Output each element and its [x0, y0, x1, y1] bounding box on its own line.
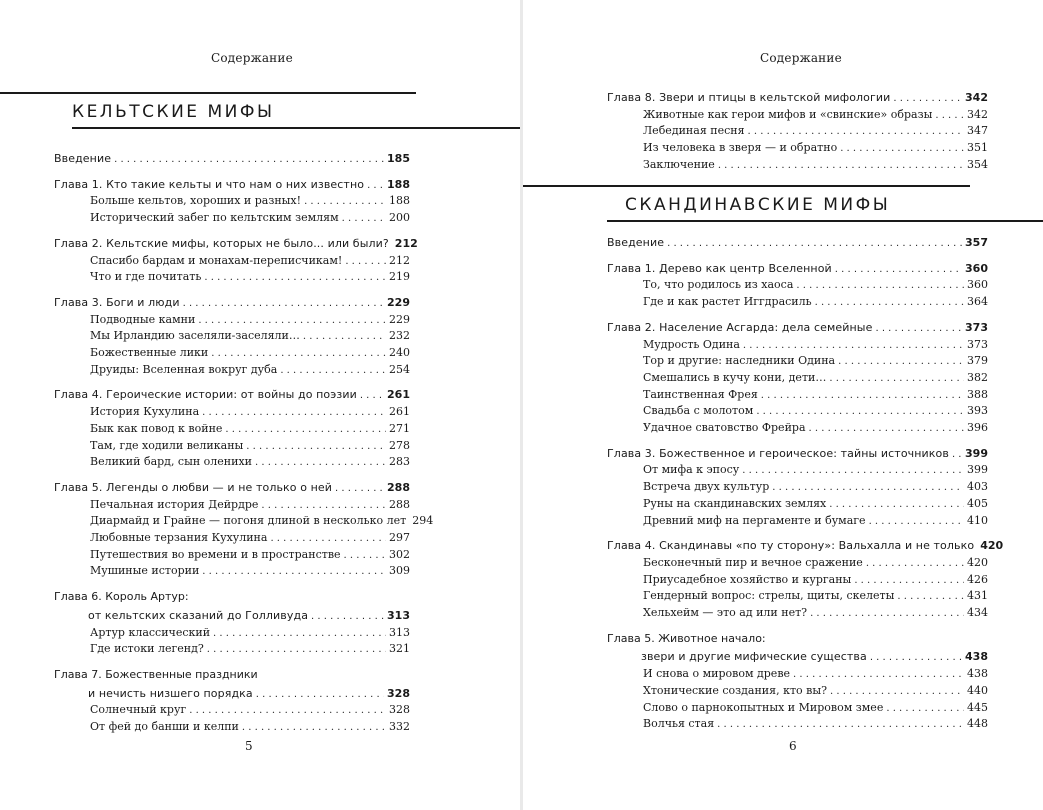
toc-chapter-group	[54, 667, 410, 736]
toc-entry-title: Слово о парнокопытных и Мировом змее	[643, 700, 884, 714]
toc-chapter-group	[607, 235, 988, 252]
toc-page-number: 399	[967, 463, 988, 477]
toc-entry-title: Глава 4. Героические истории: от войны до поэзии	[54, 388, 357, 402]
dot-leader	[270, 531, 386, 547]
toc-entry[interactable]	[54, 269, 410, 286]
dot-leader	[225, 422, 386, 438]
toc-entry-title: Печальная история Дейрдре	[90, 497, 259, 511]
toc-entry-title: Спасибо бардам и монахам-переписчикам!	[90, 253, 343, 267]
toc-entry[interactable]	[54, 362, 410, 379]
toc-entry-title: Где истоки легенд?	[90, 642, 204, 656]
toc-entry[interactable]	[607, 403, 988, 420]
dot-leader	[311, 609, 384, 625]
dot-leader	[829, 371, 964, 387]
toc-entry-title: Глава 6. Король Артур:	[54, 590, 189, 604]
dot-leader	[335, 481, 384, 497]
toc-page-number: 420	[967, 555, 988, 569]
toc-entry[interactable]	[607, 294, 988, 311]
toc-entry[interactable]	[607, 496, 988, 513]
toc-entry[interactable]	[607, 157, 988, 174]
toc-chapter-group	[54, 589, 410, 658]
toc-entry-title: От фей до банши и келпи	[90, 720, 239, 734]
toc-entry-title: Приусадебное хозяйство и курганы	[643, 572, 852, 586]
toc-page-number: 302	[389, 547, 410, 561]
toc-page-number: 261	[389, 405, 410, 419]
toc-chapter-group	[607, 320, 988, 437]
toc-page-number: 328	[389, 703, 410, 717]
dot-leader	[304, 194, 386, 210]
toc-page-number: 188	[389, 194, 410, 208]
toc-entry-title: Свадьба с молотом	[643, 404, 754, 418]
toc-entry-title: Из человека в зверя — и обратно	[643, 141, 838, 155]
dot-leader	[875, 321, 962, 337]
toc-entry[interactable]	[607, 572, 988, 589]
toc-page-number: 283	[389, 455, 410, 469]
toc-entry-title: Глава 3. Боги и люди	[54, 295, 180, 309]
section-rule	[72, 127, 520, 129]
toc-entry[interactable]	[54, 719, 410, 736]
dot-leader	[189, 703, 386, 719]
toc-page-number: 388	[967, 387, 988, 401]
toc-page-number: 396	[967, 421, 988, 435]
toc-page-number: 188	[387, 177, 410, 191]
toc-entry[interactable]	[54, 193, 410, 210]
toc-entry-title: Божественные лики	[90, 346, 209, 360]
toc-entry[interactable]	[607, 140, 988, 157]
toc-entry[interactable]	[607, 107, 988, 124]
dot-leader	[838, 354, 964, 370]
toc-entry[interactable]	[54, 312, 410, 329]
toc-entry[interactable]	[54, 547, 410, 564]
dot-leader	[742, 463, 964, 479]
toc-entry-title: Гендерный вопрос: стрелы, щиты, скелеты	[643, 589, 895, 603]
toc-chapter-entry[interactable]	[607, 631, 988, 647]
toc-chapter-group	[54, 480, 434, 580]
toc-chapter-group	[607, 631, 988, 733]
toc-entry[interactable]	[54, 328, 410, 345]
dot-leader	[717, 717, 964, 733]
toc-entry[interactable]	[607, 462, 988, 479]
dot-leader	[345, 254, 386, 270]
toc-entry-title: от кельтских сказаний до Голливуда	[88, 608, 309, 622]
dot-leader	[793, 667, 964, 683]
toc-entry[interactable]	[54, 497, 410, 514]
toc-entry-title: Древний миф на пергаменте и бумаге	[643, 513, 866, 527]
toc-page-number: 426	[967, 572, 988, 586]
toc-entry-title: Введение	[607, 236, 665, 249]
toc-page-number: 360	[967, 278, 988, 292]
section-title: СКАНДИНАВСКИЕ МИФЫ	[625, 195, 891, 215]
dot-leader	[246, 439, 386, 455]
dot-leader	[261, 498, 386, 514]
table-of-contents	[54, 151, 434, 745]
page-number: 6	[789, 739, 797, 753]
left-page	[0, 0, 520, 810]
toc-entry[interactable]	[607, 555, 988, 572]
dot-leader	[280, 363, 386, 379]
dot-leader	[211, 346, 386, 362]
toc-chapter-entry[interactable]	[54, 480, 410, 497]
dot-leader	[869, 514, 964, 530]
dot-leader	[886, 701, 964, 717]
section-title: КЕЛЬТСКИЕ МИФЫ	[72, 102, 275, 122]
toc-entry[interactable]	[607, 420, 988, 437]
toc-entry-title: Артур классический	[90, 625, 211, 639]
dot-leader	[198, 313, 386, 329]
toc-entry[interactable]	[54, 210, 410, 227]
toc-page-number: 288	[389, 497, 410, 511]
header-rule	[0, 92, 416, 94]
toc-entry[interactable]	[54, 563, 410, 580]
dot-leader	[256, 687, 384, 703]
toc-chapter-entry[interactable]	[607, 446, 988, 463]
toc-chapter-group	[54, 177, 410, 227]
toc-entry[interactable]	[607, 370, 988, 387]
toc-page-number: 288	[387, 480, 410, 494]
toc-page-number: 200	[389, 211, 410, 225]
toc-page-number: 185	[387, 152, 410, 165]
toc-entry-title: Хтонические создания, кто вы?	[643, 683, 827, 697]
toc-entry-title: Лебединая песня	[643, 124, 745, 138]
table-of-contents	[607, 235, 1004, 742]
toc-chapter-group	[54, 387, 410, 471]
toc-page-number: 357	[965, 236, 988, 249]
running-head: Содержание	[211, 51, 293, 65]
toc-page-number: 342	[965, 91, 988, 104]
toc-page-number: 445	[967, 700, 988, 714]
dot-leader	[866, 556, 964, 572]
toc-page-number: 219	[389, 270, 410, 284]
toc-chapter-entry[interactable]	[607, 538, 1004, 555]
right-page	[523, 0, 1043, 810]
toc-page-number: 364	[967, 295, 988, 309]
dot-leader	[840, 141, 964, 157]
dot-leader	[893, 91, 962, 107]
dot-leader	[242, 720, 386, 736]
toc-page-number: 393	[967, 404, 988, 418]
dot-leader	[815, 295, 964, 311]
toc-entry-title: Подводные камни	[90, 312, 196, 326]
toc-entry-title: Смешались в кучу кони, дети…	[643, 370, 827, 384]
dot-leader	[829, 497, 964, 513]
toc-entry[interactable]	[607, 666, 988, 683]
toc-entry-title: Встреча двух культур	[643, 480, 770, 494]
toc-chapter-entry[interactable]	[607, 90, 988, 107]
toc-chapter-entry[interactable]	[607, 320, 988, 337]
toc-entry-title: Больше кельтов, хороших и разных!	[90, 194, 302, 208]
toc-page-number: 438	[967, 667, 988, 681]
dot-leader	[204, 270, 386, 286]
table-of-contents-continued	[607, 90, 988, 183]
toc-entry-title: Бык как повод к войне	[90, 421, 223, 435]
toc-entry-title: То, что родилось из хаоса	[643, 278, 794, 292]
toc-page-number: 438	[965, 650, 988, 664]
toc-page-number: 328	[387, 686, 410, 700]
toc-page-number: 332	[389, 720, 410, 734]
dot-leader	[718, 158, 964, 174]
toc-chapter-group	[607, 538, 1004, 622]
toc-entry-title: Там, где ходили великаны	[90, 438, 244, 452]
toc-entry-title: Друиды: Вселенная вокруг дуба	[90, 362, 278, 376]
toc-page-number: 261	[387, 388, 410, 402]
toc-entry-title: Удачное сватовство Фрейра	[643, 421, 806, 435]
toc-entry-title: Животные как герои мифов и «свинские» образы	[643, 107, 933, 121]
toc-page-number: 373	[965, 320, 988, 334]
toc-entry[interactable]	[54, 702, 410, 719]
toc-entry[interactable]	[607, 700, 988, 717]
toc-entry-title: Исторический забег по кельтским землям	[90, 211, 339, 225]
toc-chapter-entry[interactable]	[54, 295, 410, 312]
toc-page-number: 278	[389, 438, 410, 452]
toc-entry[interactable]	[54, 530, 410, 547]
dot-leader	[810, 606, 964, 622]
toc-chapter-entry[interactable]	[54, 177, 410, 194]
toc-chapter-entry[interactable]	[607, 235, 988, 252]
running-head: Содержание	[760, 51, 842, 65]
toc-entry-title: Глава 3. Божественное и героическое: тайны источников	[607, 446, 949, 460]
toc-page-number: 399	[965, 446, 988, 460]
toc-entry[interactable]	[607, 513, 988, 530]
toc-entry[interactable]	[607, 605, 988, 622]
toc-entry-title: Таинственная Фрея	[643, 387, 758, 401]
toc-entry-title: Глава 1. Дерево как центр Вселенной	[607, 261, 832, 275]
toc-page-number: 440	[967, 683, 988, 697]
toc-entry[interactable]	[54, 345, 410, 362]
toc-entry-title: Глава 1. Кто такие кельты и что нам о них известно	[54, 177, 365, 191]
toc-entry-title: Диармайд и Грайне — погоня длиной в несколько лет	[90, 514, 407, 528]
toc-page-number: 431	[967, 589, 988, 603]
section-rule-lower	[607, 220, 1043, 222]
toc-page-number: 360	[965, 261, 988, 275]
toc-entry[interactable]	[54, 513, 434, 530]
toc-entry-title: Волчья стая	[643, 717, 715, 731]
toc-entry-title: звери и другие мифические существа	[641, 650, 867, 664]
page-number: 5	[245, 739, 253, 753]
toc-page-number: 212	[394, 236, 418, 250]
toc-page-number: 379	[967, 354, 988, 368]
toc-entry[interactable]	[54, 438, 410, 455]
toc-chapter-group	[607, 446, 988, 530]
dot-leader	[202, 564, 386, 580]
toc-entry-title: Глава 4. Скандинавы «по ту сторону»: Вальхалла и не только	[607, 539, 975, 553]
toc-entry-title: Что и где почитать	[90, 270, 202, 284]
dot-leader	[183, 296, 384, 312]
toc-chapter-group	[607, 261, 988, 311]
dot-leader	[367, 178, 384, 194]
toc-chapter-entry[interactable]	[54, 686, 410, 703]
dot-leader	[213, 626, 386, 642]
dot-leader	[897, 589, 964, 605]
toc-entry[interactable]	[54, 253, 410, 270]
toc-entry-title: Введение	[54, 152, 112, 165]
dot-leader	[796, 278, 964, 294]
dot-leader	[202, 405, 386, 421]
toc-page-number: 405	[967, 496, 988, 510]
toc-entry[interactable]	[607, 353, 988, 370]
toc-entry-title: Глава 2. Население Асгарда: дела семейные	[607, 320, 873, 334]
dot-leader	[835, 262, 962, 278]
toc-page-number: 309	[389, 564, 410, 578]
toc-page-number: 434	[967, 606, 988, 620]
toc-entry-title: История Кухулина	[90, 405, 200, 419]
toc-page-number: 297	[389, 531, 410, 545]
toc-chapter-entry[interactable]	[607, 649, 988, 666]
dot-leader	[303, 329, 386, 345]
toc-entry-title: Путешествия во времени и в пространстве	[90, 547, 341, 561]
toc-page-number: 271	[389, 421, 410, 435]
dot-leader	[854, 573, 964, 589]
dot-leader	[830, 684, 964, 700]
toc-entry[interactable]	[607, 337, 988, 354]
toc-page-number: 212	[389, 253, 410, 267]
dot-leader	[761, 388, 964, 404]
toc-chapter-group	[54, 151, 410, 168]
toc-entry[interactable]	[607, 588, 988, 605]
toc-entry[interactable]	[54, 454, 410, 471]
toc-page-number: 342	[967, 107, 988, 121]
toc-page-number: 382	[967, 370, 988, 384]
toc-entry-title: Великий бард, сын оленихи	[90, 455, 252, 469]
toc-entry-title: Глава 2. Кельтские мифы, которых не было... или были?	[54, 236, 389, 250]
toc-entry-title: Где и как растет Иггдрасиль	[643, 295, 812, 309]
toc-entry[interactable]	[54, 625, 410, 642]
toc-page-number: 229	[389, 312, 410, 326]
toc-entry-title: От мифа к эпосу	[643, 463, 740, 477]
dot-leader	[360, 388, 384, 404]
dot-leader	[772, 480, 964, 496]
toc-entry[interactable]	[54, 404, 410, 421]
toc-entry-title: Глава 5. Животное начало:	[607, 631, 766, 645]
dot-leader	[952, 447, 962, 463]
toc-entry-title: Глава 8. Звери и птицы в кельтской мифологии	[607, 91, 891, 104]
toc-page-number: 321	[389, 642, 410, 656]
toc-chapter-entry[interactable]	[54, 151, 410, 168]
toc-entry-title: Тор и другие: наследники Одина	[643, 354, 836, 368]
toc-page-number: 354	[967, 157, 988, 171]
toc-entry[interactable]	[607, 683, 988, 700]
toc-entry-title: Мы Ирландию заселяли-заселяли…	[90, 329, 300, 343]
toc-page-number: 403	[967, 480, 988, 494]
toc-page-number: 232	[389, 329, 410, 343]
dot-leader	[870, 650, 962, 666]
toc-page-number: 448	[967, 717, 988, 731]
dot-leader	[344, 548, 386, 564]
toc-chapter-entry[interactable]	[54, 667, 410, 683]
section-rule	[523, 185, 970, 187]
toc-entry[interactable]	[607, 277, 988, 294]
toc-page-number: 229	[387, 295, 410, 309]
toc-chapter-group	[54, 236, 418, 286]
toc-entry-title: Заключение	[643, 157, 715, 171]
toc-entry[interactable]	[607, 479, 988, 496]
toc-entry-title: Глава 7. Божественные праздники	[54, 667, 258, 681]
toc-page-number: 347	[967, 124, 988, 138]
toc-entry-title: Мудрость Одина	[643, 337, 740, 351]
toc-chapter-entry[interactable]	[54, 236, 418, 253]
dot-leader	[207, 642, 386, 658]
toc-entry-title: Хельхейм — это ад или нет?	[643, 606, 808, 620]
toc-entry-title: Глава 5. Легенды о любви — и не только о ней	[54, 480, 333, 494]
toc-page-number: 240	[389, 346, 410, 360]
toc-page-number: 254	[389, 362, 410, 376]
toc-entry[interactable]	[607, 123, 988, 140]
toc-entry-title: Любовные терзания Кухулина	[90, 531, 268, 545]
toc-chapter-entry[interactable]	[54, 608, 410, 625]
dot-leader	[748, 124, 964, 140]
toc-chapter-group	[54, 295, 410, 379]
toc-chapter-entry[interactable]	[54, 387, 410, 404]
toc-page-number: 420	[980, 539, 1004, 553]
toc-entry-title: Руны на скандинавских землях	[643, 496, 827, 510]
toc-entry[interactable]	[54, 641, 410, 658]
toc-entry-title: и нечисть низшего порядка	[88, 686, 253, 700]
dot-leader	[255, 455, 386, 471]
toc-entry-title: Мушиные истории	[90, 564, 200, 578]
dot-leader	[342, 211, 386, 227]
toc-entry-title: Бесконечный пир и вечное сражение	[643, 555, 863, 569]
dot-leader	[667, 236, 962, 252]
toc-entry-title: Солнечный круг	[90, 703, 187, 717]
toc-entry[interactable]	[607, 716, 988, 733]
dot-leader	[756, 404, 964, 420]
toc-page-number: 313	[389, 625, 410, 639]
toc-page-number: 373	[967, 337, 988, 351]
toc-page-number: 410	[967, 513, 988, 527]
toc-chapter-entry[interactable]	[607, 261, 988, 278]
dot-leader	[743, 338, 964, 354]
toc-page-number: 351	[967, 141, 988, 155]
dot-leader	[935, 108, 964, 124]
toc-chapter-group	[607, 90, 988, 174]
toc-entry[interactable]	[607, 387, 988, 404]
toc-entry[interactable]	[54, 421, 410, 438]
toc-entry-title: И снова о мировом древе	[643, 667, 791, 681]
dot-leader	[809, 421, 965, 437]
dot-leader	[114, 152, 384, 168]
toc-chapter-entry[interactable]	[54, 589, 410, 605]
toc-page-number: 313	[387, 608, 410, 622]
toc-page-number: 294	[412, 514, 434, 528]
